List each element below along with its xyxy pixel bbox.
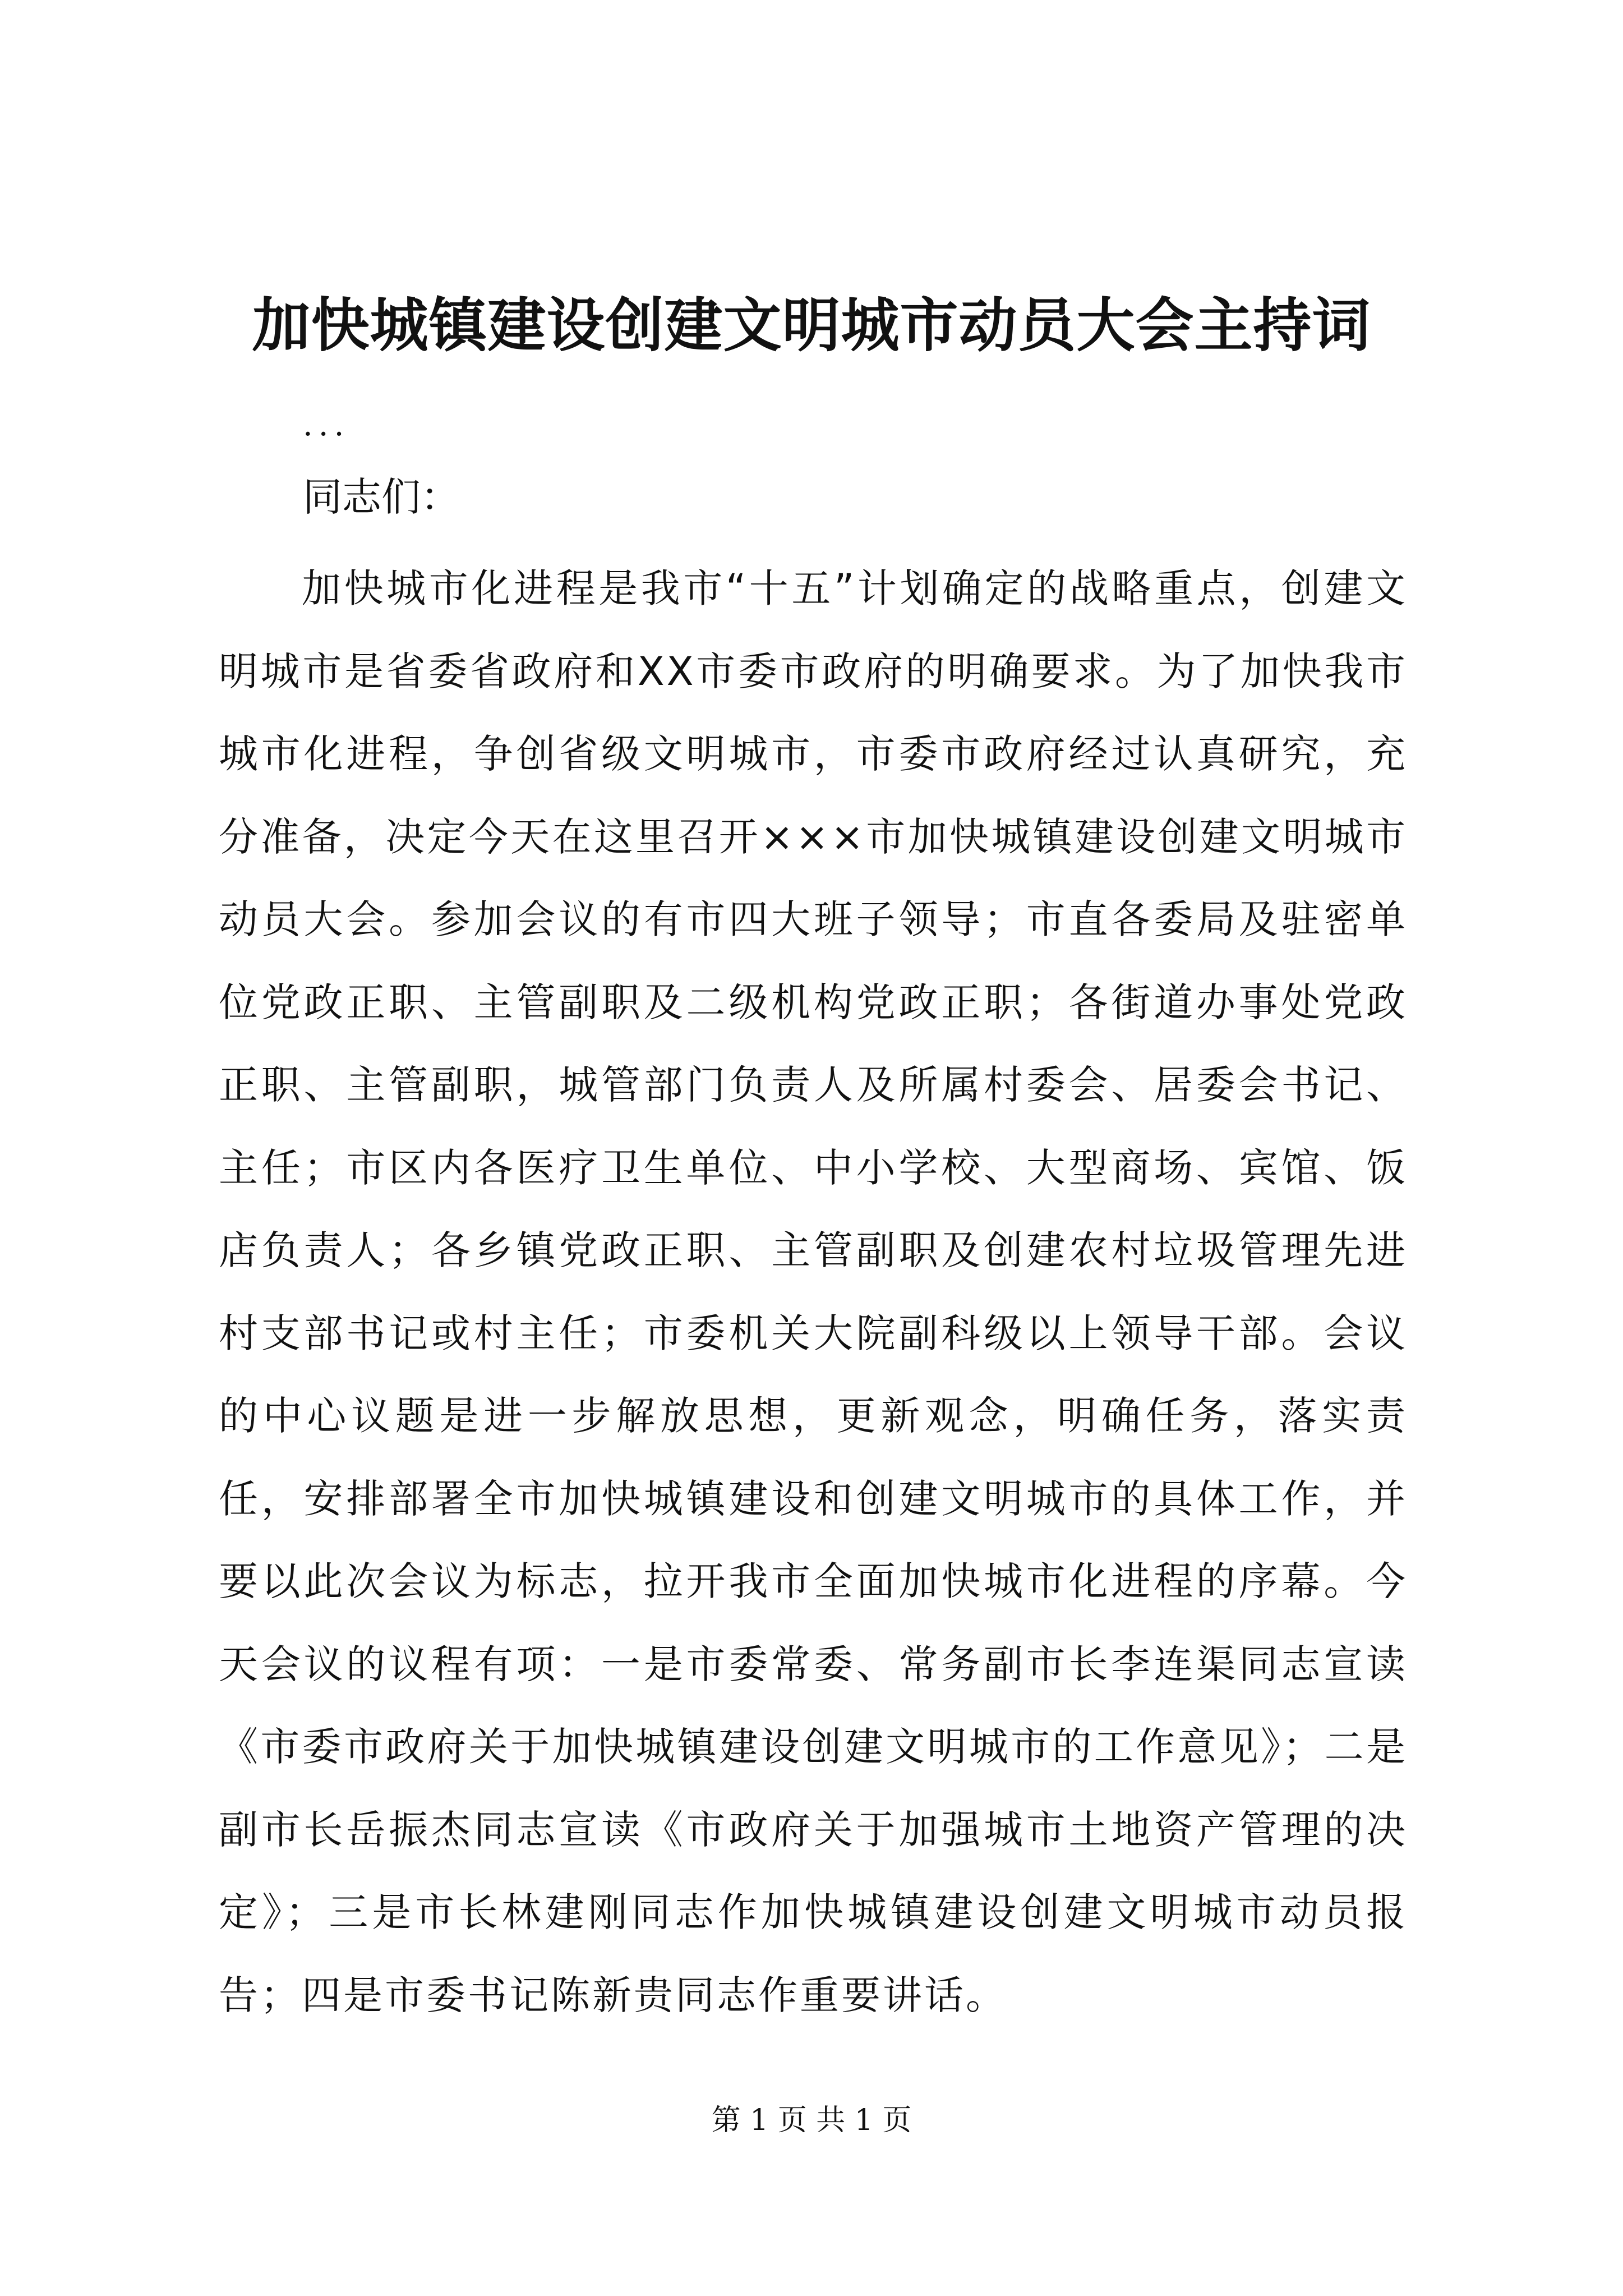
- ellipsis-marker: ...: [303, 407, 350, 443]
- document-title: 加快城镇建设创建文明城市动员大会主持词: [252, 291, 1371, 360]
- salutation: 同志们：: [303, 474, 460, 520]
- page-footer: 第 1 页 共 1 页: [711, 2104, 912, 2137]
- body-paragraph: 加快城市化进程是我市“十五”计划确定的战略重点，创建文明城市是省委省政府和XX市委市政府的明确要求。为了加快我市城市化进程，争创省级文明城市，市委市政府经过认真研究，充分准备，决定今天在这里召开×××市加快城镇建设创建文明城市动员大会。参加会议的有市四大班子领导；市直各委局及驻密单位党政正职、主管副职及二级机构党政正职；各街道办事处党政正职、主管副职，城管部门负责人及所属村委会、居委会书记、主任；市区内各医疗卫生单位、中小学校、大型商场、宾馆、饭店负责人；各乡镇党政正职、主管副职及创建农村垃圾管理先进村支部书记或村主任；市委机关大院副科级以上领导干部。会议的中心议题是进一步解放思想，更新观念，明确任务，落实责任，安排部署全市加快城镇建设和创建文明城市的具体工作，并要以此次会议为标志，拉开我市全面加快城市化进程的序幕。今天会议的议程有项：一是市委常委、常务副市长李连渠同志宣读《市委市政府关于加快城镇建设创建文明城市的工作意见》；二是副市长岳振杰同志宣读《市政府关于加强城市土地资产管理的决定》；三是市长林建刚同志作加快城镇建设创建文明城市动员报告；四是市委书记陈新贵同志作重要讲话。: [219, 565, 1408, 2018]
